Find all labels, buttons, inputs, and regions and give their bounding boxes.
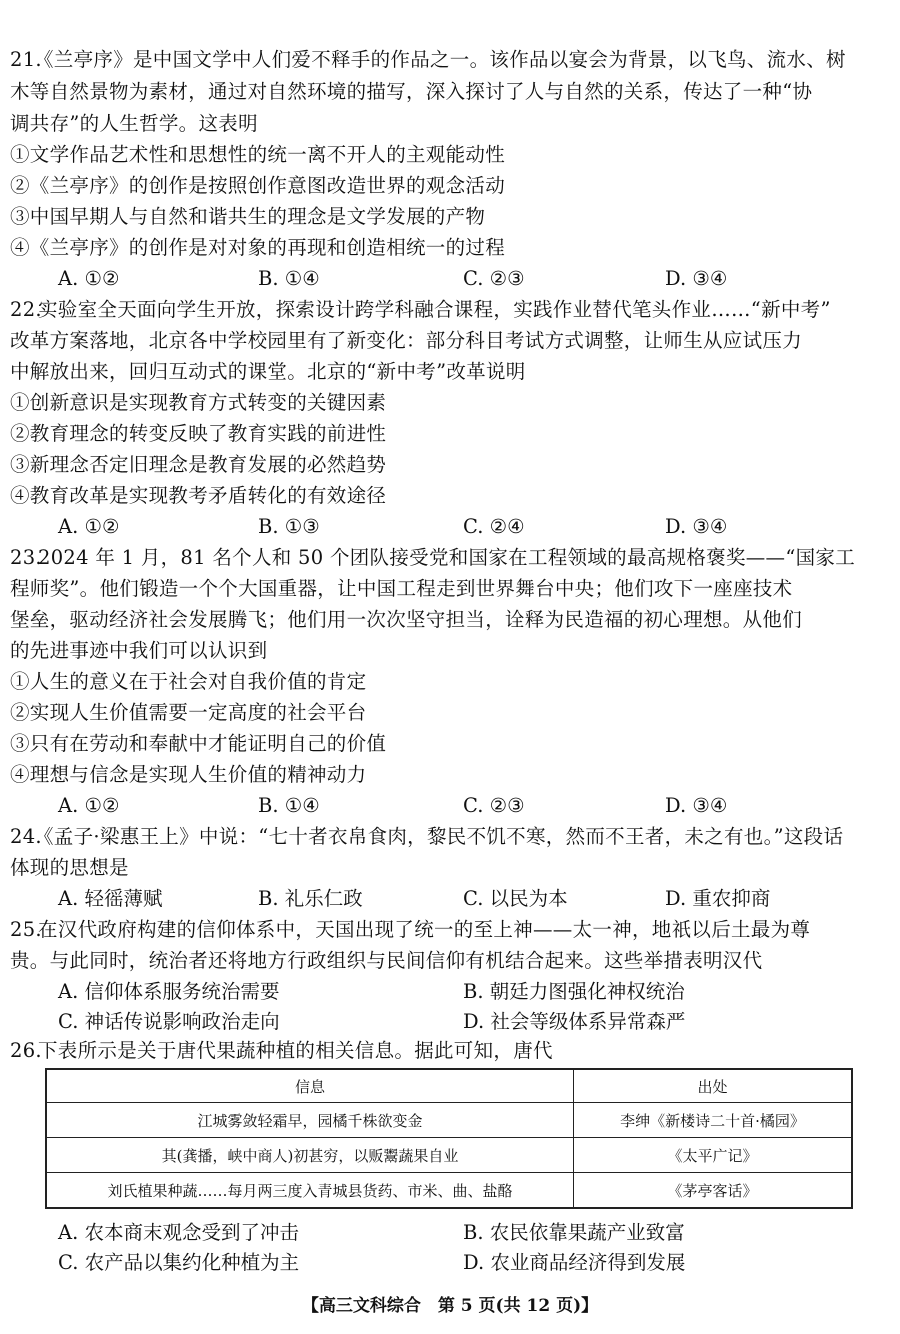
table-row [46,1138,852,1173]
question-number: 24. [10,825,42,848]
question-stem: 《孟子·梁惠王上》中说：“七十者衣帛食肉，黎民不饥不寒，然而不王者，未之有也。”这段话 [34,825,844,848]
statement-item: ③新理念否定旧理念是教育发展的必然趋势 [10,453,387,476]
option-c[interactable]: C. 农产品以集约化种植为主 [58,1251,300,1274]
statement-item: ④教育改革是实现教考矛盾转化的有效途径 [10,484,387,507]
question-stem: 程师奖”。他们锻造一个个大国重器，让中国工程走到世界舞台中央；他们攻下一座座技术 [10,577,793,600]
statement-item: ①人生的意义在于社会对自我价值的肯定 [10,670,367,693]
table-cell: 江城雾敛轻霜早，园橘千株欲变金 [46,1103,574,1138]
question-stem: 木等自然景物为素材，通过对自然环境的描写，深入探讨了人与自然的关系，传达了一种“协 [10,80,813,103]
question-stem: 中解放出来，回归互动式的课堂。北京的“新中考”改革说明 [10,360,526,383]
question-stem: 贵。与此同时，统治者还将地方行政组织与民间信仰有机结合起来。这些举措表明汉代 [10,949,763,972]
option-b[interactable]: B. 朝廷力图强化神权统治 [463,980,685,1003]
option-a[interactable]: A. 轻徭薄赋 [58,887,163,910]
table-cell: 李绅《新楼诗二十首·橘园》 [574,1103,853,1138]
option-a[interactable]: A. ①② [58,794,120,817]
question-stem: 在汉代政府构建的信仰体系中，天国出现了统一的至上神——太一神，地祇以后土最为尊 [38,918,811,941]
question-stem: 实验室全天面向学生开放，探索设计跨学科融合课程，实践作业替代笔头作业……“新中考” [38,298,831,321]
statement-item: ①创新意识是实现教育方式转变的关键因素 [10,391,387,414]
table-cell: 《太平广记》 [574,1138,853,1173]
option-a[interactable]: A. ①② [58,267,120,290]
question-stem: 2024 年 1 月，81 名个人和 50 个团队接受党和国家在工程领域的最高规格褒奖——“国家工 [38,546,856,569]
table-cell: 其(龚播，峡中商人)初甚穷，以贩鬻蔬果自业 [46,1138,574,1173]
option-d[interactable]: D. 重农抑商 [665,887,771,910]
table-header-row [46,1069,852,1103]
question-number: 26. [10,1039,42,1062]
option-b[interactable]: B. 农民依靠果蔬产业致富 [463,1221,685,1244]
option-c[interactable]: C. ②③ [463,794,525,817]
option-a[interactable]: A. 农本商末观念受到了冲击 [58,1221,299,1244]
option-d[interactable]: D. 社会等级体系异常森严 [463,1010,686,1033]
question-stem: 的先进事迹中我们可以认识到 [10,639,268,662]
question-number: 22. [10,298,42,321]
table-header: 出处 [574,1069,853,1103]
question-stem: 《兰亭序》是中国文学中人们爱不释手的作品之一。该作品以宴会为背景，以飞鸟、流水、树 [34,48,846,71]
question-stem: 堡垒，驱动经济社会发展腾飞；他们用一次次坚守担当，诠释为民造福的初心理想。从他们 [10,608,803,631]
option-a[interactable]: A. ①② [58,515,120,538]
question-stem: 改革方案落地，北京各中学校园里有了新变化：部分科目考试方式调整，让师生从应试压力 [10,329,803,352]
option-c[interactable]: C. ②③ [463,267,525,290]
table-cell: 刘氏植果种蔬……每月两三度入青城县货药、市米、曲、盐酪 [46,1173,574,1209]
info-table [45,1068,853,1209]
question-number: 25. [10,918,42,941]
question-stem: 体现的思想是 [10,856,129,879]
table-header: 信息 [46,1069,574,1103]
table-cell: 《茅亭客话》 [574,1173,853,1209]
statement-item: ③中国早期人与自然和谐共生的理念是文学发展的产物 [10,205,486,228]
option-d[interactable]: D. 农业商品经济得到发展 [463,1251,686,1274]
statement-item: ④《兰亭序》的创作是对对象的再现和创造相统一的过程 [10,236,506,259]
statement-item: ②《兰亭序》的创作是按照创作意图改造世界的观念活动 [10,174,506,197]
option-d[interactable]: D. ③④ [665,794,728,817]
option-b[interactable]: B. ①④ [258,267,320,290]
option-c[interactable]: C. 神话传说影响政治走向 [58,1010,280,1033]
question-stem: 下表所示是关于唐代果蔬种植的相关信息。据此可知，唐代 [38,1039,553,1062]
question-stem: 调共存”的人生哲学。这表明 [10,112,258,135]
page-footer: 【高三文科综合 第 5 页(共 12 页)】 [301,1296,599,1316]
question-number: 21. [10,48,42,71]
option-c[interactable]: C. ②④ [463,515,525,538]
option-b[interactable]: B. ①④ [258,794,320,817]
statement-item: ①文学作品艺术性和思想性的统一离不开人的主观能动性 [10,143,506,166]
statement-item: ②实现人生价值需要一定高度的社会平台 [10,701,367,724]
question-number: 23. [10,546,42,569]
statement-item: ④理想与信念是实现人生价值的精神动力 [10,763,367,786]
statement-item: ③只有在劳动和奉献中才能证明自己的价值 [10,732,387,755]
option-b[interactable]: B. 礼乐仁政 [258,887,363,910]
statement-item: ②教育理念的转变反映了教育实践的前进性 [10,422,387,445]
option-b[interactable]: B. ①③ [258,515,320,538]
option-a[interactable]: A. 信仰体系服务统治需要 [58,980,280,1003]
table-row [46,1103,852,1138]
table-row [46,1173,852,1209]
option-d[interactable]: D. ③④ [665,267,728,290]
option-c[interactable]: C. 以民为本 [463,887,568,910]
option-d[interactable]: D. ③④ [665,515,728,538]
